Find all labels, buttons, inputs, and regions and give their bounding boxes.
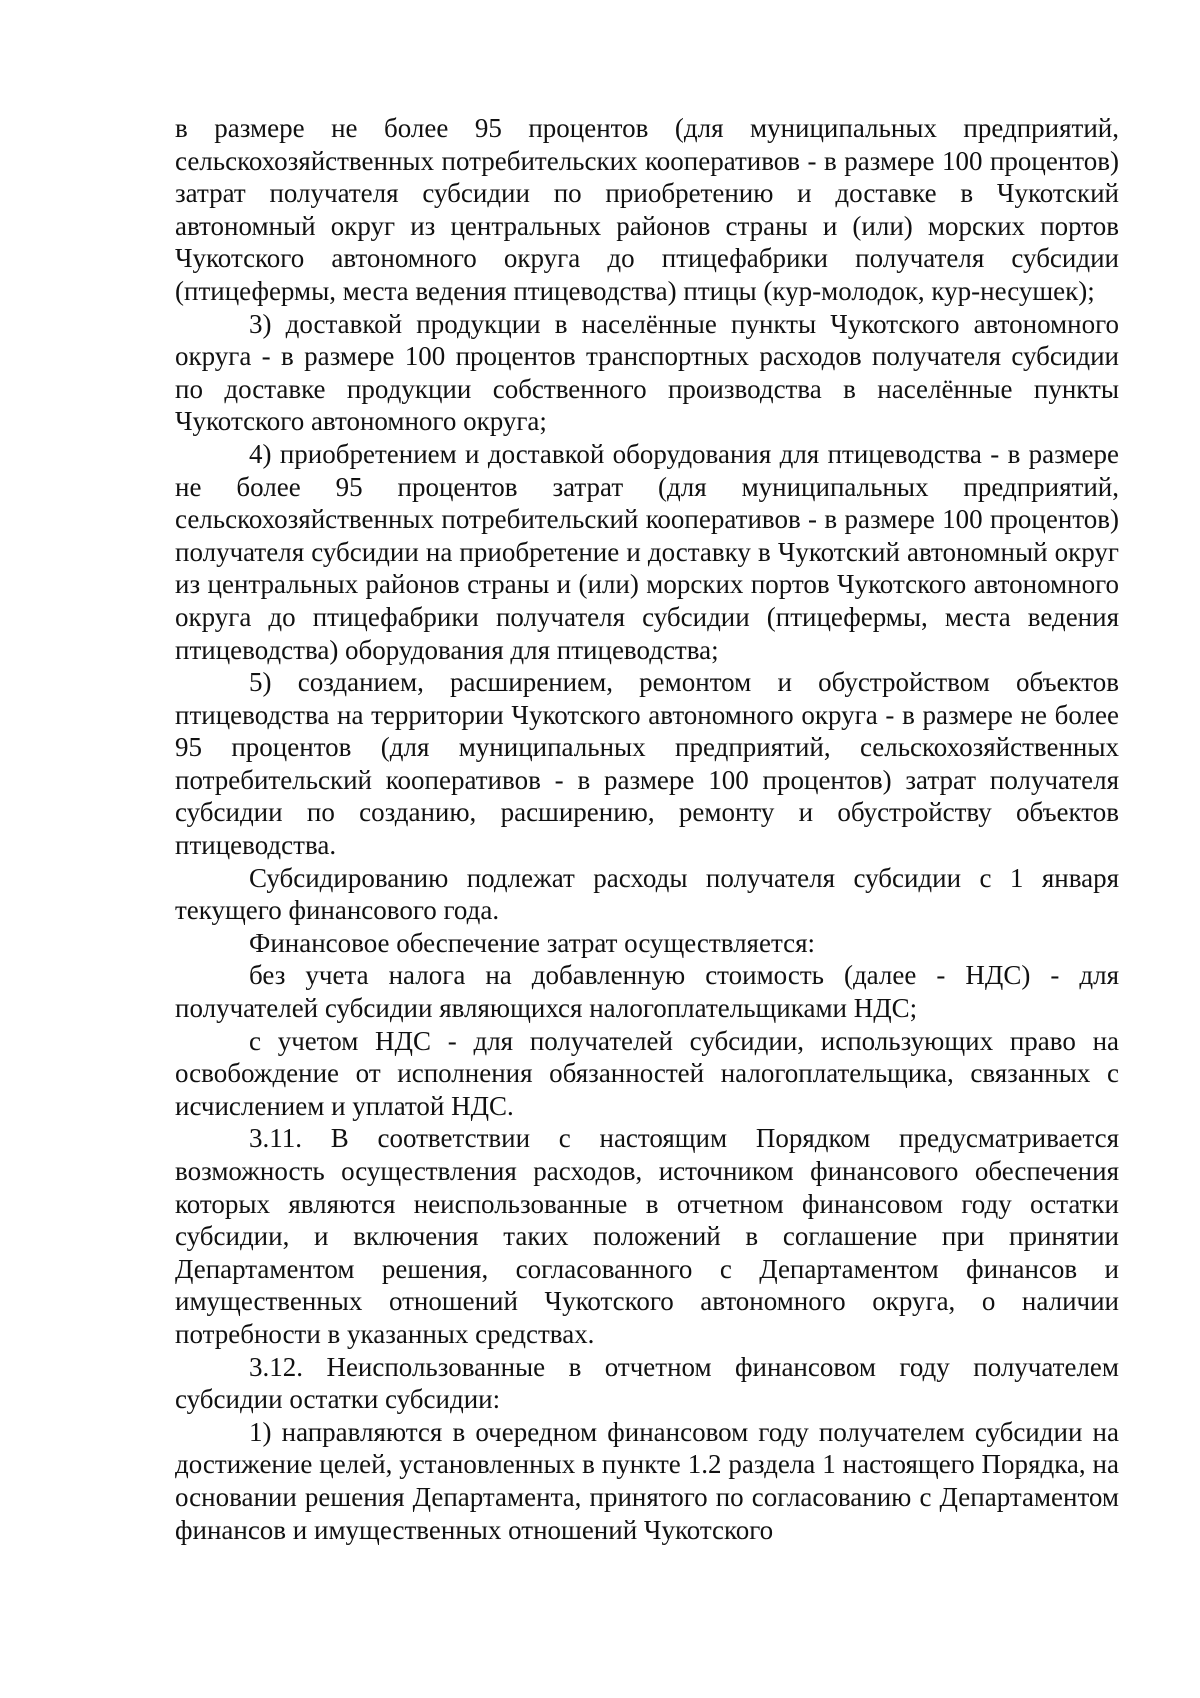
paragraph-item-5-facilities: 5) созданием, расширением, ремонтом и обустройством объектов птицеводства на территории Чукотского автономного округа - в размере не более 95 процентов (для муниципальных предприятий, сельскохозяйственных потребительский кооперативов - в размере 100 процентов) затрат получателя субсидии по созданию, расширению, ремонту и обустройству объектов птицеводства. [175, 667, 1119, 861]
paragraph-with-vat: с учетом НДС - для получателей субсидии, использующих право на освобождение от исполнения обязанностей налогоплательщика, связанных с исчислением и уплатой НДС. [175, 1025, 1119, 1121]
paragraph-clause-3-12-item-1: 1) направляются в очередном финансовом году получателем субсидии на достижение целей, установленных в пункте 1.2 раздела 1 настоящего Порядка, на основании решения Департамента, принятого по согласованию с Департаментом финансов и имущественных отношений Чукотского [175, 1416, 1119, 1545]
paragraph-without-vat: без учета налога на добавленную стоимость (далее - НДС) - для получателей субсидии являющихся налогоплательщиками НДС; [175, 960, 1119, 1024]
document-page [175, 112, 1119, 1546]
paragraph-subsidy-poultry-delivery: в размере не более 95 процентов (для муниципальных предприятий, сельскохозяйственных потребительских кооперативов - в размере 100 процентов) затрат получателя субсидии по приобретению и доставке в Чукотский автономный округ из центральных районов страны и (или) морских портов Чукотского автономного округа до птицефабрики получателя субсидии (птицефермы, места ведения птицеводства) птицы (кур-молодок, кур-несушек); [175, 113, 1119, 306]
paragraph-clause-3-11: 3.11. В соответствии с настоящим Порядком предусматривается возможность осуществления расходов, источником финансового обеспечения которых являются неиспользованные в отчетном финансовом году остатки субсидии, и включения таких положений в соглашение при принятии Департаментом решения, согласованного с Департаментом финансов и имущественных отношений Чукотского автономного округа, о наличии потребности в указанных средствах. [175, 1123, 1119, 1349]
paragraph-item-3-product-delivery: 3) доставкой продукции в населённые пункты Чукотского автономного округа - в размере 100 процентов транспортных расходов получателя субсидии по доставке продукции собственного производства в населённые пункты Чукотского автономного округа; [175, 308, 1119, 437]
paragraph-clause-3-12: 3.12. Неиспользованные в отчетном финансовом году получателем субсидии остатки субсидии: [175, 1351, 1119, 1415]
paragraph-item-4-equipment: 4) приобретением и доставкой оборудования для птицеводства - в размере не более 95 процентов затрат (для муниципальных предприятий, сельскохозяйственных потребительский кооперативов - в размере 100 процентов) получателя субсидии на приобретение и доставку в Чукотский автономный округ из центральных районов страны и (или) морских портов Чукотского автономного округа до птицефабрики получателя субсидии (птицефермы, места ведения птицеводства) оборудования для птицеводства; [175, 438, 1119, 665]
paragraph-subsidized-expenses: Субсидированию подлежат расходы получателя субсидии с 1 января текущего финансового года. [175, 862, 1119, 926]
paragraph-financing-heading: Финансовое обеспечение затрат осуществляется: [249, 927, 815, 958]
